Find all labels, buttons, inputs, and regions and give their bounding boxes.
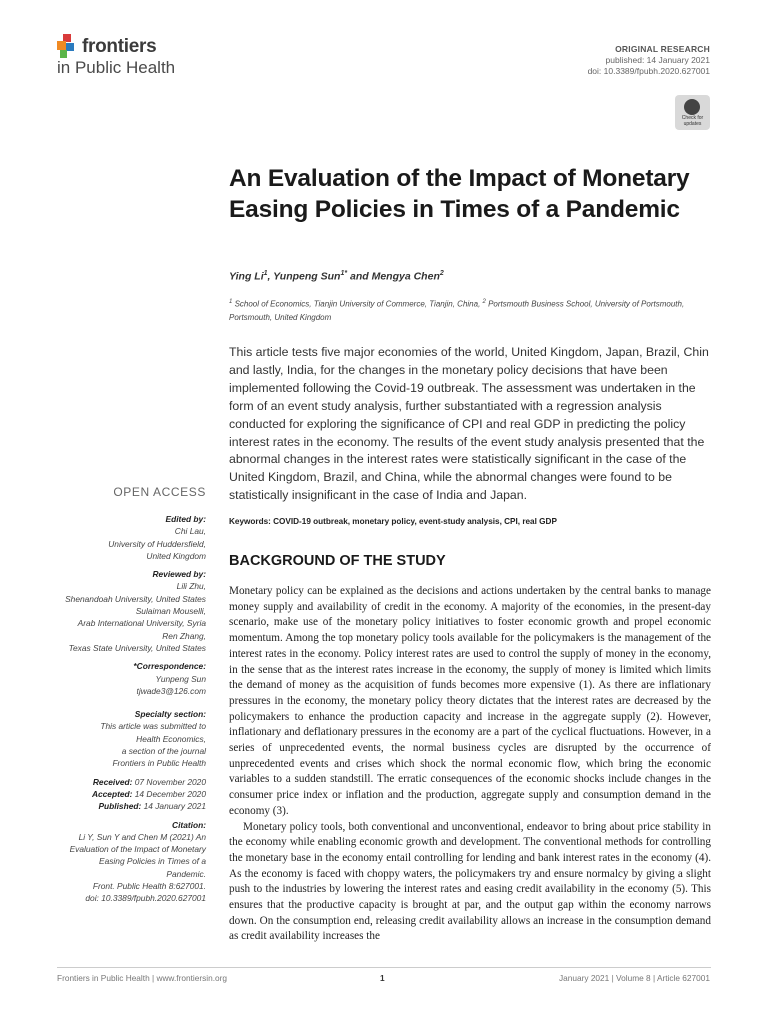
check-updates-icon: [684, 99, 700, 115]
check-updates-label: Check for updates: [681, 115, 704, 127]
paragraph: Monetary policy tools, both conventional and unconventional, endeavor to bring about price stability in the economy while enabling economic growth and development. The conventional methods for controlling the monetary base in the economy entail controlling for lending and bank interest rates in the economy (4). As the economy is faced with choppy waters, the policymakers try and ensure normalcy by giving a slight push to the industries by lowering the interest rates and easing credit availability in the economy (5). This ensures that the productive capacity is brought at par, and the output gap within the economy narrows down. On the consumption end, releasing credit availability allows an increase in the consumption demand as credit availability increases the: [229, 820, 711, 943]
citation-heading: Citation:: [172, 819, 206, 830]
body-text: [229, 584, 711, 945]
author-affil-sup: 1*: [340, 270, 348, 277]
published-date-sidebar: [36, 800, 206, 812]
reviewer-affiliation: Texas State University, United States: [68, 642, 206, 653]
citation-block: [36, 819, 206, 905]
reviewer-affiliation: Arab International University, Syria: [77, 618, 206, 629]
received-heading: Received:: [92, 776, 133, 787]
footer-journal-link[interactable]: Frontiers in Public Health | www.frontiersin.org: [57, 973, 228, 983]
accepted-heading: Accepted:: [91, 788, 133, 799]
reviewer-affiliation: Shenandoah University, United States: [65, 593, 206, 604]
citation-line: Pandemic.: [166, 868, 206, 879]
reviewed-by-block: [36, 568, 206, 654]
journal-name-line2: in Public Health: [57, 58, 176, 77]
footer-divider: [57, 967, 711, 968]
page-number: 1: [380, 973, 385, 983]
paragraph: Monetary policy can be explained as the decisions and actions undertaken by the central banks to manage money supply and availability of credit in the economy. A majority of the economies, in the present-day scenario, make use of the monetary policy initiatives to foster economic growth and propel economic momentum. Among the top monetary policy tools available for the policymakers is the management of the interest rates in the economy. Policy interest rates are used to control the supply of money in the economy, in the sense that as the interest rates increase in the economy, the supply of money is limited which limits the demand of money as the acquisition of funds becomes more expensive (1). As there are inflationary pressures in the economy, the monetary policy theory dictates that the interest rates are decreased by the policymakers to enhance the production capacity and increase in the aggregate supply (2). However, inflationary and deflationary pressures in the economy are a part of the cyclical fluctuations. However, in a series of unprecedented events, the normal business cycles are disrupted by the occurrence of unprecedented events and crises which shock the normal economic flow, which bring the economic variables to a sudden standstill. The erratic consequences of the economic shocks include changes in the consumer price index or inflation and the production, aggregate supply and consumption demand in the economy (3).: [229, 585, 711, 817]
published-value: 14 January 2021: [141, 801, 206, 812]
abstract: This article tests five major economies of the world, United Kingdom, Japan, Brazil, Chin and lastly, India, for the changes in the monetary policy decisions that have been implemented following the Covid-19 outbreak. The assessment was undertaken in the form of an event study analysis, further substantiated with a regression analysis conducted for exploring the significance of CPI and real GDP in predicting the policy interest rates in the economy. The results of the event study analysis presented that the abnormal changes in the interest rates were statistically significant in the case of the United Kingdom, Brazil, and China, while the abnormal changes were found to be statistically insignificant in the case of India and Japan.: [229, 345, 709, 503]
accepted-date: [36, 788, 206, 800]
published-heading: Published:: [98, 801, 142, 812]
reviewer-name[interactable]: Lili Zhu,: [176, 581, 206, 592]
dates-block: [36, 776, 206, 813]
editor-affiliation: United Kingdom: [146, 550, 206, 561]
author-list: [229, 270, 444, 283]
citation-line: Easing Policies in Times of a: [99, 856, 206, 867]
author-affil-sup: 2: [439, 270, 444, 277]
specialty-block: [36, 708, 206, 769]
specialty-line: This article was submitted to: [100, 721, 206, 732]
open-access-label: OPEN ACCESS: [113, 485, 206, 499]
reviewer-name[interactable]: Sulaiman Mouselli,: [135, 606, 206, 617]
check-for-updates-button[interactable]: [675, 95, 710, 130]
reviewed-by-heading: Reviewed by:: [152, 569, 206, 580]
article-doi[interactable]: doi: 10.3389/fpubh.2020.627001: [587, 66, 710, 76]
section-heading: BACKGROUND OF THE STUDY: [229, 553, 446, 569]
specialty-line: Health Economics,: [136, 733, 206, 744]
author-separator: ,: [267, 270, 274, 283]
editor-name[interactable]: Chi Lau,: [174, 526, 206, 537]
author-name[interactable]: Ying Li: [229, 270, 264, 283]
footer-issue-info: January 2021 | Volume 8 | Article 627001: [559, 973, 710, 983]
journal-logo[interactable]: [57, 34, 227, 84]
affil-sup: 1: [229, 299, 233, 305]
accepted-value: 14 December 2020: [132, 788, 206, 799]
received-date: [36, 776, 206, 788]
author-separator: and: [347, 270, 372, 283]
citation-line: Li Y, Sun Y and Chen M (2021) An: [78, 831, 206, 842]
correspondence-block: [36, 660, 206, 697]
affil-text: Portsmouth Business School, University of Portsmouth, Portsmouth, United Kingdom: [229, 299, 685, 322]
received-value: 07 November 2020: [132, 776, 206, 787]
journal-name-line1: frontiers: [82, 36, 157, 57]
edited-by-block: [36, 513, 206, 562]
specialty-line: a section of the journal: [121, 746, 206, 757]
specialty-heading: Specialty section:: [134, 709, 206, 720]
affiliations: [229, 296, 699, 324]
citation-doi[interactable]: doi: 10.3389/fpubh.2020.627001: [85, 893, 206, 904]
correspondence-email[interactable]: tjwade3@126.com: [136, 685, 206, 696]
citation-line: Front. Public Health 8:627001.: [92, 881, 206, 892]
affil-sup: 2: [482, 299, 486, 305]
affil-text: School of Economics, Tianjin University of Commerce, Tianjin, China,: [232, 299, 483, 309]
reviewer-name[interactable]: Ren Zhang,: [162, 630, 206, 641]
correspondence-heading: *Correspondence:: [133, 661, 206, 672]
citation-line: Evaluation of the Impact of Monetary: [69, 844, 206, 855]
article-info-sidebar: [36, 513, 206, 911]
article-type: ORIGINAL RESEARCH: [615, 44, 710, 54]
article-title: An Evaluation of the Impact of Monetary Easing Policies in Times of a Pandemic: [229, 165, 690, 223]
specialty-line: Frontiers in Public Health: [112, 758, 206, 769]
editor-affiliation: University of Huddersfield,: [108, 538, 206, 549]
published-date: published: 14 January 2021: [605, 55, 710, 65]
frontiers-logo-icon: [57, 34, 81, 60]
keywords: Keywords: COVID-19 outbreak, monetary policy, event-study analysis, CPI, real GDP: [229, 517, 557, 526]
author-affil-sup: 1: [263, 270, 268, 277]
author-name[interactable]: Mengya Chen: [371, 270, 440, 283]
correspondence-name: Yunpeng Sun: [155, 673, 206, 684]
author-name[interactable]: Yunpeng Sun: [273, 270, 341, 283]
article-meta: [588, 44, 710, 77]
edited-by-heading: Edited by:: [165, 514, 206, 524]
